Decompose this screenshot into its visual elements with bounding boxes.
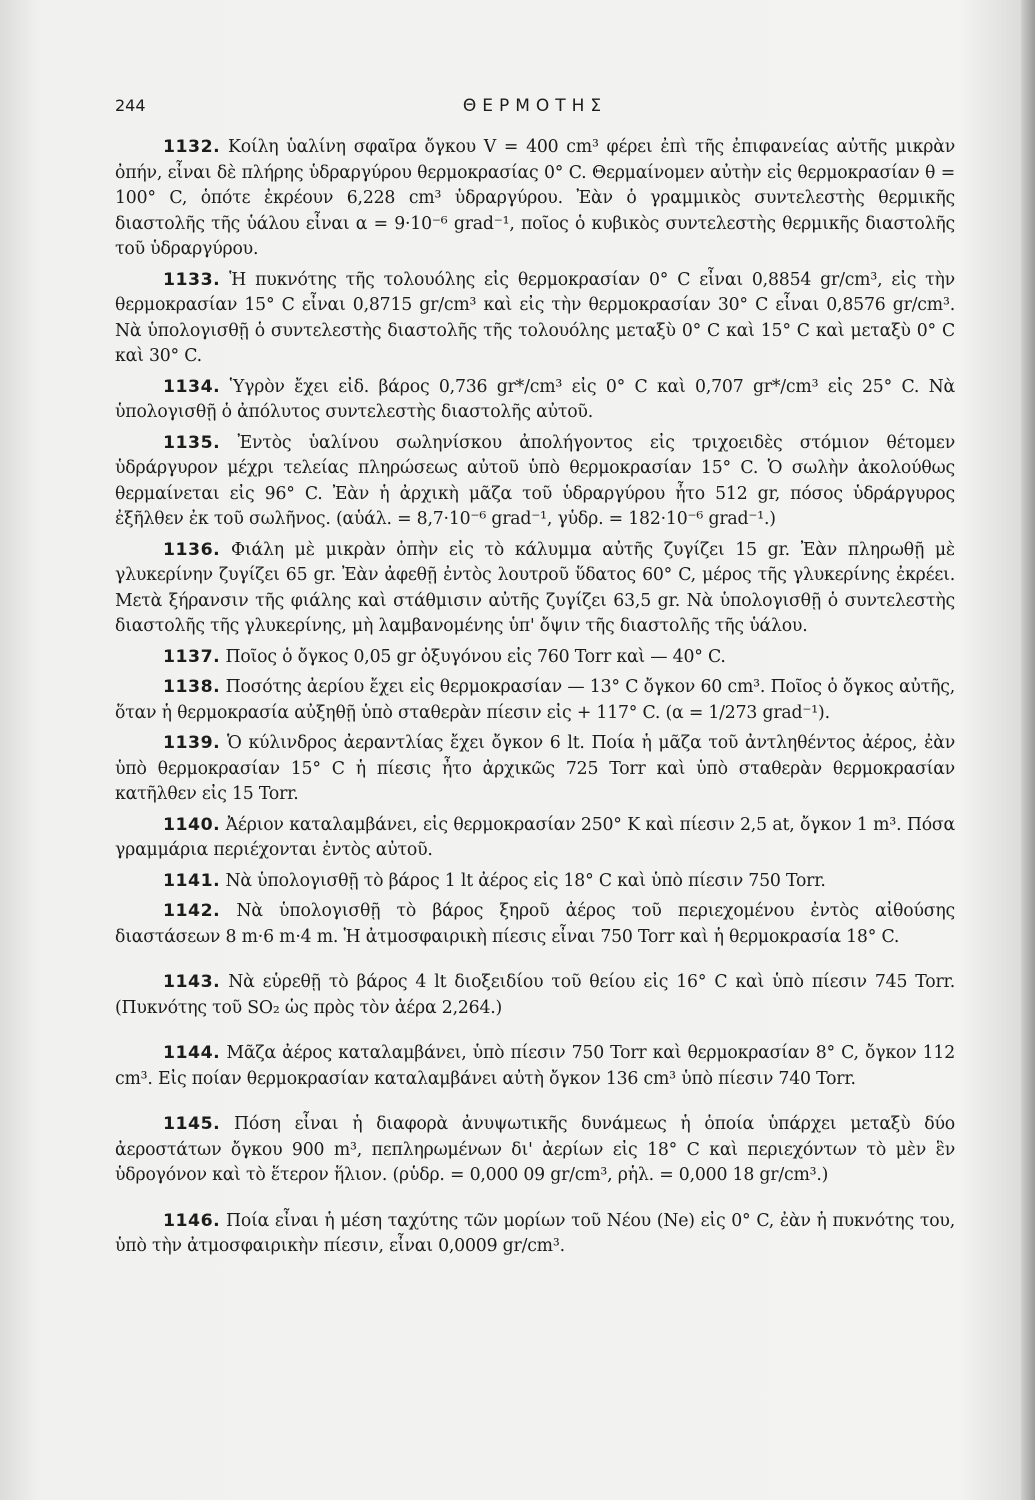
problem-text: Ἐντὸς ὑαλίνου σωληνίσκου ἀπολήγοντος εἰς τριχοειδὲς στόμιον θέτομεν ὑδράργυρον μέχρι τελείας πληρώσεως αὐτοῦ ὑπὸ θερμοκρασίαν 15° C. Ὁ σωλὴν ἀκολούθως θερμαίνεται εἰς 96° C. Ἐὰν ἡ ἀρχικὴ μᾶζα τοῦ ὑδραργύρου ἦτο 512 gr, πόσος ὑδράργυρος ἐξῆλθεν ἐκ τοῦ σωλῆνος. (αὑάλ. = 8,7·10⁻⁶ grad⁻¹, γὑδρ. = 182·10⁻⁶ grad⁻¹.) (115, 432, 955, 529)
problem-text: Ποῖος ὁ ὄγκος 0,05 gr ὀξυγόνου εἰς 760 Torr καὶ — 40° C. (225, 646, 726, 667)
problem-1145 (115, 1112, 955, 1189)
problem-1137 (115, 645, 955, 671)
problem-1133 (115, 268, 955, 370)
problem-number: 1145. (163, 1114, 221, 1134)
problem-text: Μᾶζα ἀέρος καταλαμβάνει, ὑπὸ πίεσιν 750 Torr καὶ θερμοκρασίαν 8° C, ὄγκον 112 cm³. Εἰς ποίαν θερμοκρασίαν καταλαμβάνει αὐτὴ ὄγκον 136 cm³ ὑπὸ πίεσιν 740 Torr. (115, 1043, 955, 1089)
problem-text: Φιάλη μὲ μικρὰν ὀπὴν εἰς τὸ κάλυμμα αὐτῆς ζυγίζει 15 gr. Ἐὰν πληρωθῇ μὲ γλυκερίνην ζυγίζει 65 gr. Ἐὰν ἀφεθῇ ἐντὸς λουτροῦ ὕδατος 60° C, μέρος τῆς γλυκερίνης ἐκρέει. Μετὰ ξήρανσιν τῆς φιάλης καὶ στάθμισιν αὐτῆς ζυγίζει 63,5 gr. Νὰ ὑπολογισθῇ ὁ συντελεστὴς διαστολῆς τῆς γλυκερίνης, μὴ λαμβανομένης ὑπ' ὄψιν τῆς διαστολῆς τῆς ὑάλου. (115, 539, 956, 636)
problem-number: 1143. (163, 972, 221, 992)
problem-text: Ποία εἶναι ἡ μέση ταχύτης τῶν μορίων τοῦ Νέου (Ne) εἰς 0° C, ἐὰν ἡ πυκνότης του, ὑπὸ τὴν ἀτμοσφαιρικὴν πίεσιν, εἶναι 0,0009 gr/cm³. (115, 1210, 956, 1256)
problem-number: 1137. (163, 646, 221, 667)
problem-number: 1136. (163, 539, 221, 560)
problem-text: Νὰ ὑπολογισθῇ τὸ βάρος 1 lt ἀέρος εἰς 18° C καὶ ὑπὸ πίεσιν 750 Torr. (225, 870, 826, 891)
problem-text: Νὰ ὑπολογισθῇ τὸ βάρος ξηροῦ ἀέρος τοῦ περιεχομένου ἐντὸς αἰθούσης διαστάσεων 8 m·6 m·4 m. Ἡ ἀτμοσφαιρικὴ πίεσις εἶναι 750 Torr καὶ ἡ θερμοκρασία 18° C. (115, 901, 955, 947)
problem-number: 1135. (163, 432, 221, 453)
problem-1144 (115, 1041, 955, 1092)
problem-1142 (115, 899, 955, 950)
problem-number: 1146. (163, 1210, 221, 1231)
problem-number: 1134. (163, 376, 221, 397)
problem-1135 (115, 431, 955, 533)
problem-number: 1142. (163, 901, 221, 921)
problem-number: 1132. (163, 137, 221, 157)
problem-text: Νὰ εὑρεθῇ τὸ βάρος 4 lt διοξειδίου τοῦ θείου εἰς 16° C καὶ ὑπὸ πίεσιν 745 Torr. (Πυκνότης τοῦ SO₂ ὡς πρὸς τὸν ἀέρα 2,264.) (115, 972, 956, 1018)
problem-number: 1133. (163, 269, 221, 290)
problem-1143 (115, 970, 955, 1021)
page-header (115, 96, 955, 126)
page-number: 244 (115, 96, 146, 115)
running-title: ΘΕΡΜΟΤΗΣ (462, 96, 608, 116)
problem-1139 (115, 731, 955, 808)
problem-1140 (115, 813, 955, 864)
problem-number: 1139. (163, 733, 221, 753)
problem-1136 (115, 538, 955, 640)
problem-1138 (115, 675, 955, 726)
problem-text: Ὑγρὸν ἔχει εἰδ. βάρος 0,736 gr*/cm³ εἰς 0° C καὶ 0,707 gr*/cm³ εἰς 25° C. Νὰ ὑπολογισθῇ ὁ ἀπόλυτος συντελεστὴς διαστολῆς αὐτοῦ. (115, 376, 955, 422)
problem-number: 1141. (163, 870, 221, 891)
page-edge-shadow (1021, 0, 1035, 1500)
problem-number: 1144. (163, 1043, 221, 1063)
problem-1141 (115, 869, 955, 895)
problem-1146 (115, 1209, 955, 1260)
problem-list (115, 135, 955, 1265)
problem-text: Ὁ κύλινδρος ἀεραντλίας ἔχει ὄγκον 6 lt. Ποία ἡ μᾶζα τοῦ ἀντληθέντος ἀέρος, ἐὰν ὑπὸ θερμοκρασίαν 15° C ἡ πίεσις ἦτο ἀρχικῶς 725 Torr καὶ ὑπὸ σταθερὰν θερμοκρασίαν κατῆλθεν εἰς 15 Torr. (115, 733, 956, 804)
problem-number: 1140. (163, 814, 221, 835)
problem-text: Πόση εἶναι ἡ διαφορὰ ἀνυψωτικῆς δυνάμεως ἡ ὁποία ὑπάρχει μεταξὺ δύο ἀεροστάτων ὄγκου 900 m³, πεπληρωμένων δι' ἀερίων εἰς 18° C καὶ περιεχόντων τὸ μὲν ἓν ὑδρογόνον καὶ τὸ ἕτερον ἥλιον. (ρὑδρ. = 0,000 09 gr/cm³, ρἡλ. = 0,000 18 gr/cm³.) (115, 1114, 955, 1185)
problem-1132 (115, 135, 955, 263)
problem-text: Κοίλη ὑαλίνη σφαῖρα ὄγκου V = 400 cm³ φέρει ἐπὶ τῆς ἐπιφανείας αὐτῆς μικρὰν ὀπήν, εἶναι δὲ πλήρης ὑδραργύρου θερμοκρασίας 0° C. Θερμαίνομεν αὐτὴν εἰς θερμοκρασίαν θ = 100° C, ὁπότε ἐκρέουν 6,228 cm³ ὑδραργύρου. Ἐὰν ὁ γραμμικὸς συντελεστὴς θερμικῆς διαστολῆς τῆς ὑάλου εἶναι α = 9·10⁻⁶ grad⁻¹, ποῖος ὁ κυβικὸς συντελεστὴς θερμικῆς διαστολῆς τοῦ ὑδραργύρου. (115, 137, 956, 259)
problem-number: 1138. (163, 677, 221, 697)
problem-text: Ποσότης ἀερίου ἔχει εἰς θερμοκρασίαν — 13° C ὄγκον 60 cm³. Ποῖος ὁ ὄγκος αὐτῆς, ὅταν ἡ θερμοκρασία αὐξηθῇ ὑπὸ σταθερὰν πίεσιν εἰς + 117° C. (α = 1/273 grad⁻¹). (115, 677, 955, 723)
problem-text: Ἀέριον καταλαμβάνει, εἰς θερμοκρασίαν 250° K καὶ πίεσιν 2,5 at, ὄγκον 1 m³. Πόσα γραμμάρια περιέχονται ἐντὸς αὐτοῦ. (115, 814, 955, 860)
problem-1134 (115, 375, 955, 426)
problem-text: Ἡ πυκνότης τῆς τολουόλης εἰς θερμοκρασίαν 0° C εἶναι 0,8854 gr/cm³, εἰς τὴν θερμοκρασίαν 15° C εἶναι 0,8715 gr/cm³ καὶ εἰς τὴν θερμοκρασίαν 30° C εἶναι 0,8576 gr/cm³. Νὰ ὑπολογισθῇ ὁ συντελεστὴς διαστολῆς τῆς τολουόλης μεταξὺ 0° C καὶ 15° C καὶ μεταξὺ 0° C καὶ 30° C. (115, 269, 955, 366)
